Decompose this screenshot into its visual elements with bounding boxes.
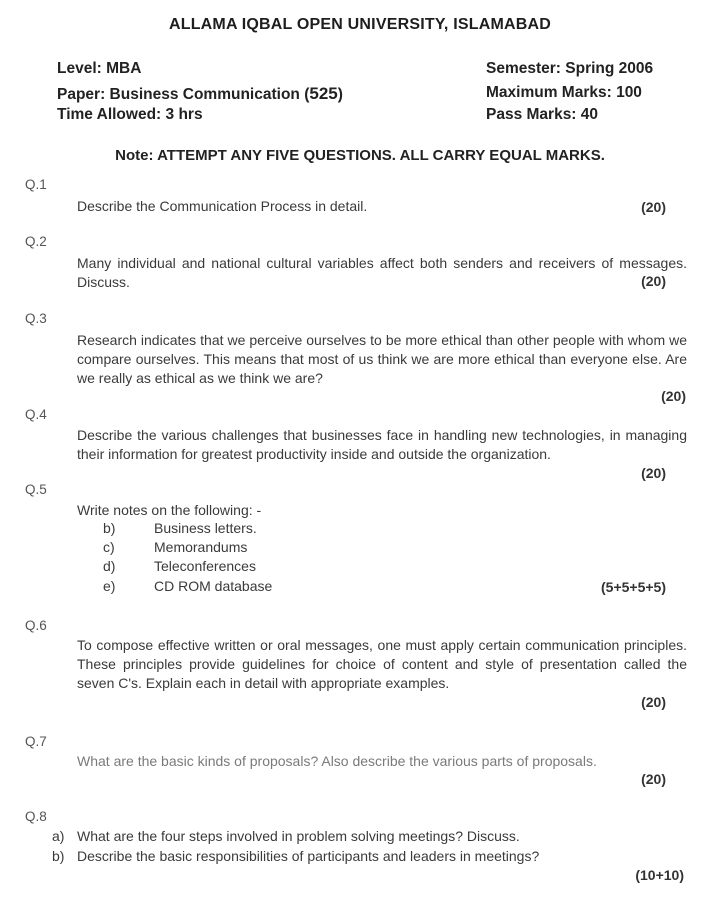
question-marks: (20) [661,388,686,404]
question-number: Q.6 [25,618,47,633]
pass-marks: Pass Marks: 40 [486,106,599,123]
question-marks: (20) [641,273,666,289]
time-allowed: Time Allowed: 3 hrs [57,106,203,123]
list-item: Teleconferences [154,558,256,574]
item-label: b) [52,848,65,864]
max-marks: Maximum Marks: 100 [486,84,642,101]
item-label: a) [52,828,65,844]
question-number: Q.4 [25,407,47,422]
question-marks: (5+5+5+5) [601,579,666,595]
level-label: Level: MBA [57,60,142,77]
question-number: Q.8 [25,809,47,824]
question-number: Q.3 [25,311,47,326]
item-label: e) [103,578,116,594]
question-text: Describe the various challenges that businesses face in handling new technologies, in managing their information for greatest productivity inside and outside the organization. [77,427,687,462]
paper-label [57,84,343,104]
question-number: Q.2 [25,234,47,249]
list-item: Describe the basic responsibilities of participants and leaders in meetings? [77,848,540,864]
question-text: What are the basic kinds of proposals? Also describe the various parts of proposals. [77,753,597,769]
list-item: Business letters. [154,520,257,536]
question-number: Q.5 [25,482,47,497]
university-title: ALLAMA IQBAL OPEN UNIVERSITY, ISLAMABAD [168,16,552,33]
question-text: To compose effective written or oral messages, one must apply certain communication principles. These principles provide guidelines for choice of content and style of presentation called the seven C's. Explain each in detail with appropriate examples. [77,637,687,691]
list-item: CD ROM database [154,578,273,594]
paper-code: 525 [309,84,338,103]
question-text: Research indicates that we perceive ourselves to be more ethical than other people with whom we compare ourselves. This means that most of us think we are more ethical than everyone else. Are we really as ethical as we think we are? [77,332,687,386]
list-item: Memorandums [154,539,248,555]
question-marks: (20) [641,199,666,215]
item-label: c) [103,539,115,555]
list-item: What are the four steps involved in problem solving meetings? Discuss. [77,828,520,844]
paper-close: ) [337,86,343,103]
item-label: d) [103,558,116,574]
question-number: Q.7 [25,734,47,749]
question-text: Write notes on the following: - [77,502,262,518]
question-marks: (20) [641,465,666,481]
semester-label: Semester: Spring 2006 [486,60,654,77]
instructions-note: Note: ATTEMPT ANY FIVE QUESTIONS. ALL CARRY EQUAL MARKS. [115,147,605,164]
question-number: Q.1 [25,177,47,192]
paper-name: Paper: Business Communication ( [57,86,310,103]
question-marks: (20) [641,694,666,710]
item-label: b) [103,520,116,536]
question-text: Many individual and national cultural variables affect both senders and receivers of messages. Discuss. [77,255,687,290]
question-marks: (10+10) [635,867,684,883]
question-text: Describe the Communication Process in detail. [77,198,368,214]
question-marks: (20) [641,771,666,787]
